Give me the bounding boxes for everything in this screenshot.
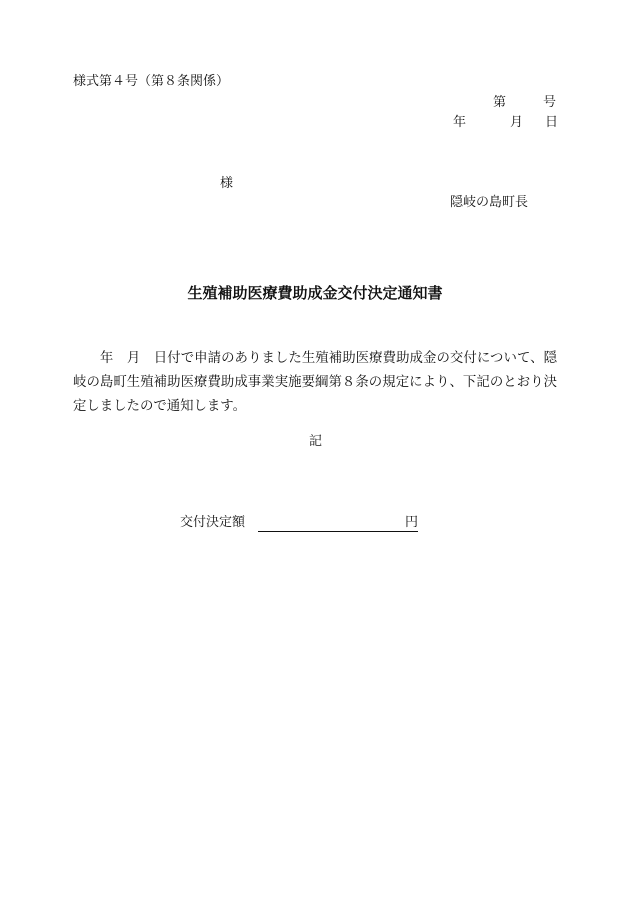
doc-number-prefix: 第	[493, 95, 507, 110]
body-line-2: 岐の島町生殖補助医療費助成事業実施要綱第８条の規定により、下記のとおり決	[73, 375, 557, 390]
document-title: 生殖補助医療費助成金交付決定通知書	[187, 284, 443, 302]
amount-unit: 円	[258, 515, 418, 532]
recipient-suffix: 様	[220, 176, 234, 191]
ki-heading: 記	[309, 434, 323, 449]
date-year: 年	[453, 115, 467, 130]
date-month: 月	[510, 115, 524, 130]
form-label: 様式第４号（第８条関係）	[73, 74, 230, 89]
doc-number-suffix: 号	[543, 95, 557, 110]
date-day: 日	[545, 115, 559, 130]
body-line-1: 年 月 日付で申請のありました生殖補助医療費助成金の交付について、隠	[73, 351, 557, 366]
amount-label: 交付決定額	[180, 515, 246, 530]
amount-field	[258, 515, 418, 532]
body-line-3: 定しましたので通知します。	[73, 399, 247, 414]
issuer: 隠岐の島町長	[450, 195, 529, 210]
